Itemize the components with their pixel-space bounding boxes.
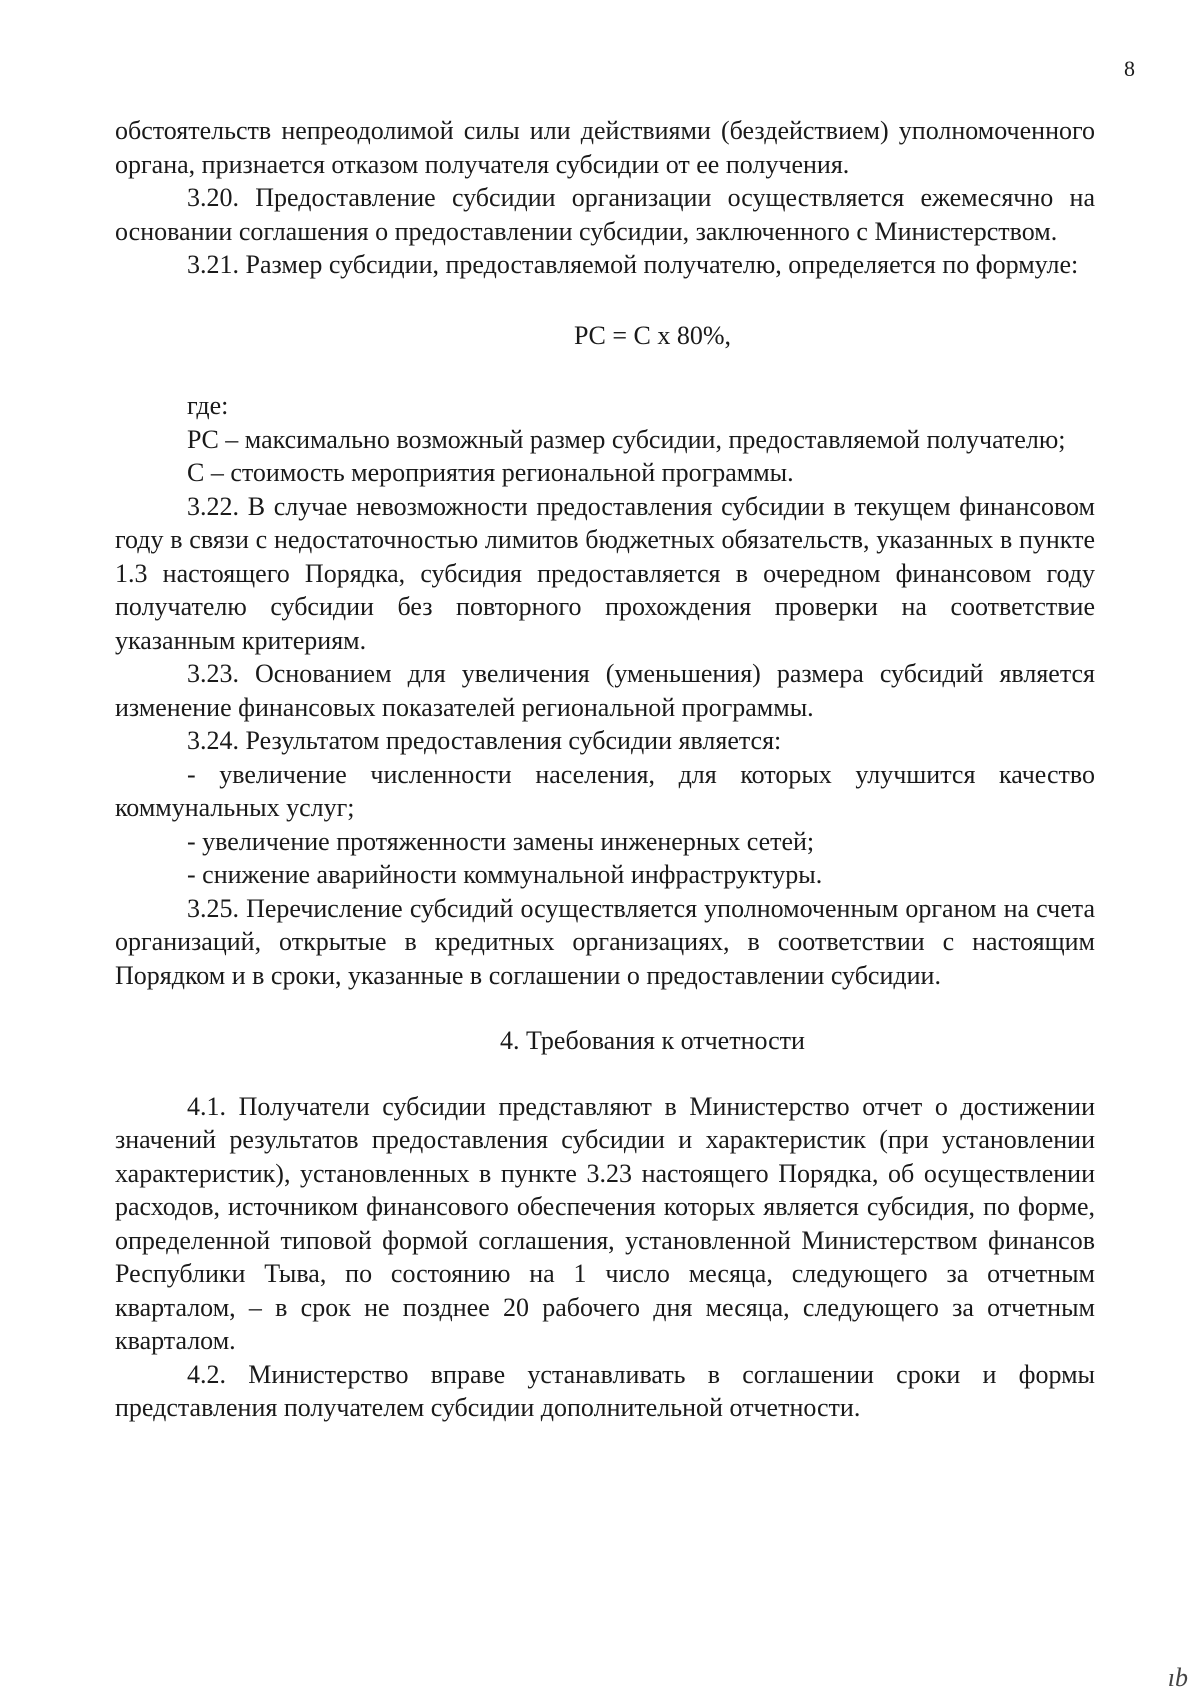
paragraph-4-1: 4.1. Получатели субсидии представляют в Министерство отчет о достижении значений результатов предоставления субсидии и характеристик (при установлении характеристик), установленных в пункте 3.23 настоящего Порядка, об осуществлении расходов, источником финансового обеспечения которых является субсидия, по форме, определенной типовой формой соглашения, установленной Министерством финансов Республики Тыва, по состоянию на 1 число месяца, следующего за отчетным кварталом, – в срок не позднее 20 рабочего дня месяца, следующего за отчетным кварталом. (115, 1091, 1095, 1355)
document-body (115, 114, 1095, 1425)
formula-where-label: где: (187, 391, 229, 420)
page-number: 8 (1124, 56, 1135, 81)
result-item-1: - увеличение численности населения, для которых улучшится качество коммунальных услуг; (115, 759, 1095, 822)
paragraph-continuation: обстоятельств непреодолимой силы или действиями (бездействием) уполномоченного органа, признается отказом получателя субсидии от ее получения. (115, 116, 1095, 179)
section-4-title: 4. Требования к отчетности (500, 1026, 805, 1055)
handwritten-corner-mark: ıb (1167, 1663, 1188, 1692)
result-item-3: - снижение аварийности коммунальной инфраструктуры. (187, 860, 823, 889)
subsidy-formula: PC = C x 80%, (574, 320, 731, 350)
result-item-2: - увеличение протяженности замены инженерных сетей; (187, 826, 815, 856)
paragraph-3-25: 3.25. Перечисление субсидий осуществляется уполномоченным органом на счета организаций, открытые в кредитных организациях, в соответствии с настоящим Порядком и в сроки, указанные в соглашении о предоставлении субсидии. (115, 893, 1095, 990)
paragraph-4-2: 4.2. Министерство вправе устанавливать в соглашении сроки и формы представления получателем субсидии дополнительной отчетности. (115, 1359, 1095, 1422)
formula-pc-definition: PC – максимально возможный размер субсидии, предоставляемой получателю; (187, 424, 1066, 454)
paragraph-3-24: 3.24. Результатом предоставления субсидии является: (187, 726, 782, 755)
formula-c-definition: C – стоимость мероприятия региональной программы. (187, 458, 794, 487)
paragraph-3-23: 3.23. Основанием для увеличения (уменьшения) размера субсидий является изменение финансовых показателей региональной программы. (115, 659, 1095, 722)
paragraph-3-22: 3.22. В случае невозможности предоставления субсидии в текущем финансовом году в связи с недостаточностью лимитов бюджетных обязательств, указанных в пункте 1.3 настоящего Порядка, субсидия предоставляется в очередном финансовом году получателю субсидии без повторного прохождения проверки на соответствие указанным критериям. (115, 491, 1095, 655)
paragraph-3-21: 3.21. Размер субсидии, предоставляемой получателю, определяется по формуле: (187, 250, 1079, 279)
paragraph-3-20: 3.20. Предоставление субсидии организации осуществляется ежемесячно на основании соглашения о предоставлении субсидии, заключенного с Министерством. (115, 183, 1095, 246)
